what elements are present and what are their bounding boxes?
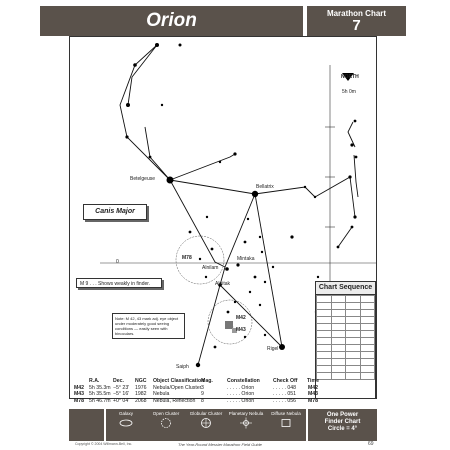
sequence-cell [346,352,361,359]
symbol-galaxy-label: Galaxy [118,411,133,416]
sequence-cell [346,303,361,310]
legend-header-constellation: Constellation [227,378,260,384]
symbol-globular-cluster-label: Globular Cluster [189,411,223,416]
copyright-text: Copyright © 2004 Willmann-Bell, Inc. [75,442,133,446]
canis-major-label: Canis Major [83,204,147,220]
finder-power-box [308,409,377,441]
legend-cell: 5h 35.3m [89,384,111,391]
legend-cell: M43 [307,391,319,397]
legend-cell: M42 [73,384,85,391]
sequence-row [317,317,375,324]
sequence-cell [317,310,332,317]
legend-cell: −5° 23' [113,384,130,391]
sequence-cell [331,310,346,317]
star-saiph [196,363,200,367]
legend-cell: . . . . . Orion [227,391,255,397]
star-rigel [279,344,285,350]
label-m42: M42 [236,315,246,321]
sequence-cell [317,359,332,366]
star-alnilam [225,267,229,271]
sequence-cell [331,359,346,366]
legend-header-mag: Mag. [201,378,213,384]
sequence-cell [331,317,346,324]
label-bellatrix: Bellatrix [256,184,274,190]
legend-cell: Nebula/Open Cluster [153,384,202,391]
sequence-row [317,345,375,352]
label-m43: M43 [236,327,246,333]
chart-sequence-table [316,295,375,380]
chart-sequence-title: Chart Sequence [316,282,375,295]
sequence-cell [317,366,332,373]
power-line-1: One Power [326,412,359,418]
sequence-cell [317,352,332,359]
north-label: NORTH [341,74,359,80]
sequence-cell [317,324,332,331]
legend-cell: . . . . . Orion [227,384,255,391]
label-saiph: Saiph [176,364,189,370]
chart-title: Orion [146,10,197,31]
legend-cell: 9 [201,391,204,397]
legend-cell: . . . . . 056 [273,397,297,404]
legend-cell: . . . . . 048 [273,384,297,391]
sequence-cell [360,345,375,352]
globular-cluster-icon [198,417,214,429]
sequence-cell [317,296,332,303]
legend-cell: . . . . . 051 [273,391,297,397]
legend-header-checkoff: Check Off [273,378,298,384]
sequence-cell [346,359,361,366]
legend-cell: Nebula [153,391,170,397]
legend-cell: 1982 [135,391,147,397]
symbol-planetary-nebula [226,409,266,441]
label-rigel: Rigel [267,346,279,352]
sequence-cell [317,338,332,345]
power-line-2: Finder Chart [324,419,361,425]
sequence-cell [317,303,332,310]
sequence-row [317,296,375,303]
symbol-open-cluster-label: Open Cluster [152,411,180,416]
sequence-cell [317,331,332,338]
sequence-cell [360,338,375,345]
sequence-cell [346,345,361,352]
legend-row [69,398,377,405]
label-alnitak: Alnitak [215,281,231,287]
legend-cell: 3 [201,384,204,391]
chart-title-bar [40,6,303,36]
star-bellatrix [252,191,258,197]
sequence-cell [346,366,361,373]
legend-cell: M43 [73,391,85,397]
chart-number: 7 [352,17,361,34]
sequence-cell [346,324,361,331]
legend-header-ngc: NGC [135,378,147,384]
open-cluster-icon [158,417,174,429]
sequence-cell [331,366,346,373]
symbol-galaxy [106,409,146,441]
legend-cell: +0° 04' [113,397,130,404]
sequence-row [317,310,375,317]
page-number: 69 [368,441,374,447]
legend-cell: −5° 16' [113,391,130,397]
label-alnilam: Alnilam [202,265,219,271]
sequence-row [317,331,375,338]
sequence-row [317,303,375,310]
sequence-cell [360,310,375,317]
symbol-key-bar [106,409,306,441]
sequence-cell [360,366,375,373]
sequence-row [317,359,375,366]
sequence-cell [331,352,346,359]
sequence-cell [346,338,361,345]
chart-label: Marathon Chart [326,9,387,18]
planetary-nebula-icon [238,417,254,429]
sequence-cell [360,296,375,303]
legend-cell: 1976 [135,384,147,391]
legend-header-time: Time [306,378,319,384]
footer-left-block [69,409,104,441]
symbol-planetary-nebula-label: Planetary Nebula [228,411,264,416]
object-legend [69,378,377,404]
label-ra-5h: 5h 0m [342,89,356,95]
sequence-cell [360,317,375,324]
legend-header-ra: R.A. [89,378,100,384]
sequence-cell [346,331,361,338]
sequence-cell [317,317,332,324]
diffuse-nebula-icon [278,417,294,429]
legend-cell: 5h 46.7m [89,397,111,404]
legend-cell: 5h 35.5m [89,391,111,397]
symbol-globular-cluster [186,409,226,441]
sequence-cell [360,331,375,338]
sequence-cell [331,324,346,331]
legend-cell: . . . . . Orion [227,397,255,404]
sequence-cell [331,338,346,345]
sequence-cell [346,310,361,317]
label-betelgeuse: Betelgeuse [130,176,156,182]
legend-cell: Nebula, Reflection [153,397,196,404]
symbol-diffuse-nebula-label: Diffuse Nebula [271,411,301,416]
chart-number-box [307,6,406,36]
sequence-cell [360,352,375,359]
sequence-row [317,352,375,359]
m42-nebula-icon [225,321,233,329]
legend-header-dec: Dec. [113,378,124,384]
legend-cell: 2068 [135,397,147,404]
star-betelgeuse [167,177,174,184]
symbol-diffuse-nebula [266,409,306,441]
sequence-cell [346,296,361,303]
legend-cell: M78 [307,397,319,404]
sequence-row [317,324,375,331]
symbol-open-cluster [146,409,186,441]
sequence-cell [331,345,346,352]
label-equator-zero: 0 [116,259,119,265]
sequence-cell [331,331,346,338]
viewing-note: Note: M 42, 43 mark adj. eye object under moderately good seeing conditions — easily seen with binoculars. [112,313,185,339]
power-line-3: Circle = 4° [327,426,358,432]
sequence-row [317,366,375,373]
sequence-cell [360,303,375,310]
sequence-cell [331,303,346,310]
galaxy-icon [118,417,134,429]
star-mintaka [236,263,239,266]
sequence-cell [346,317,361,324]
legend-cell: M42 [307,384,319,391]
sequence-cell [331,296,346,303]
legend-header-class: Object Classification [153,378,205,384]
legend-cell: 8 [201,397,204,404]
sequence-cell [360,324,375,331]
sequence-cell [360,359,375,366]
sequence-row [317,338,375,345]
guide-title: The Year-Round Messier Marathon Field Guide [178,442,262,447]
label-mintaka: Mintaka [237,256,255,262]
sequence-cell [317,345,332,352]
legend-cell: M78 [73,397,85,404]
m9-note: M 9 . . . Shows weakly in finder. [76,278,162,288]
label-m78: M78 [182,255,192,261]
